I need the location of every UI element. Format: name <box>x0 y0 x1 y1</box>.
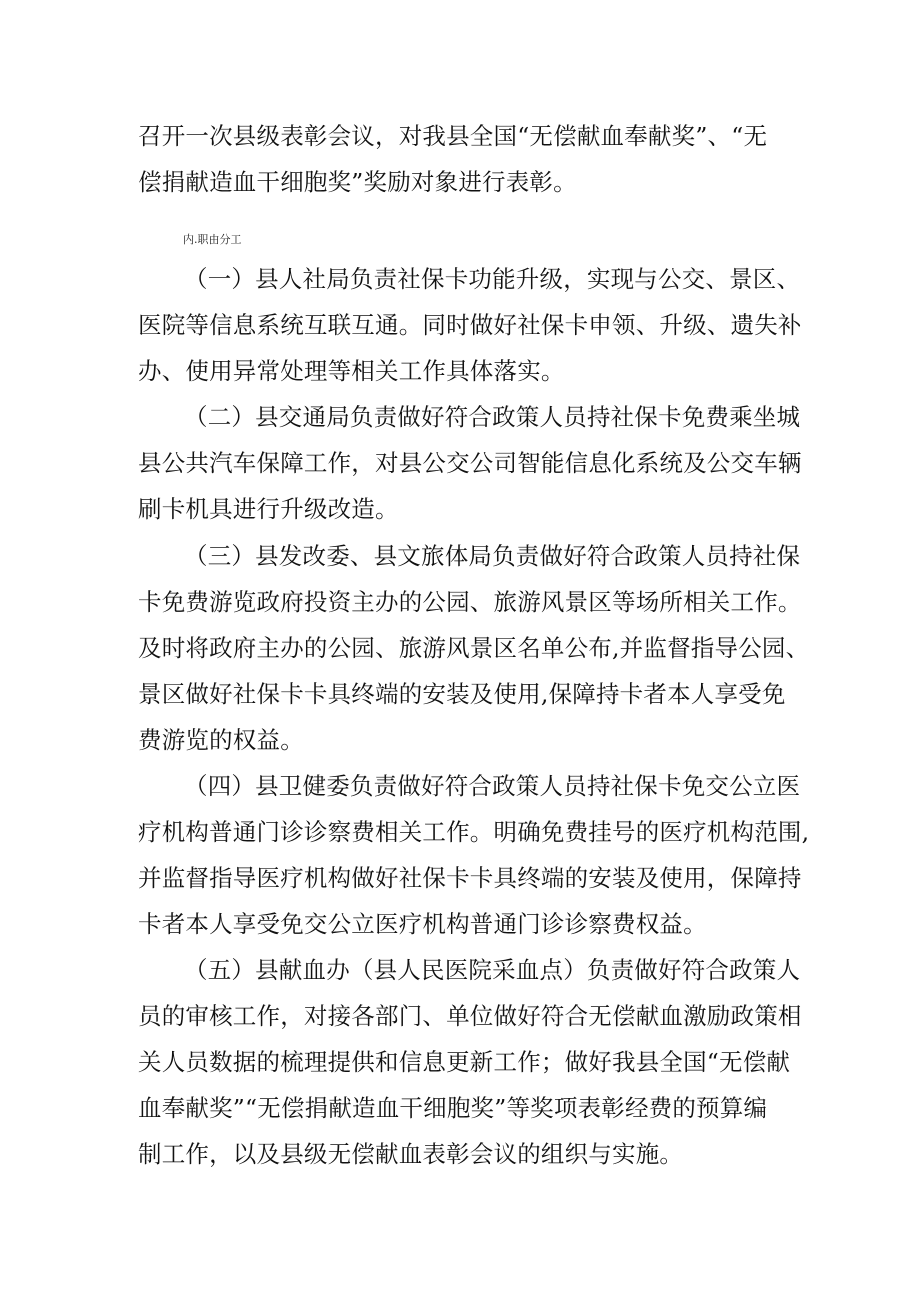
paragraph-2-line-3: 刷卡机具进行升级改造。 <box>138 495 399 523</box>
paragraph-3-line-1: （三）县发改委、县文旅体局负责做好符合政策人员持社保 <box>184 542 801 570</box>
paragraph-3-line-4: 景区做好社保卡卡具终端的安装及使用,保障持卡者本人享受免 <box>138 680 786 708</box>
paragraph-3-line-5: 费游览的权益。 <box>138 726 304 754</box>
paragraph-5-line-3: 关人员数据的梳理提供和信息更新工作；做好我县全国“无偿献 <box>138 1048 791 1076</box>
paragraph-1-line-1: （一）县人社局负责社保卡功能升级，实现与公交、景区、 <box>184 265 801 293</box>
paragraph-4-line-3: 并监督指导医疗机构做好社保卡卡具终端的安装及使用，保障持 <box>138 864 802 892</box>
paragraph-5-line-4: 血奉献奖”“无偿捐献造血干细胞奖”等奖项表彰经费的预算编 <box>138 1094 768 1122</box>
paragraph-4-line-4: 卡者本人享受免交公立医疗机构普通门诊诊察费权益。 <box>138 910 707 938</box>
paragraph-1-line-3: 办、使用异常处理等相关工作具体落实。 <box>138 357 565 385</box>
paragraph-3-line-2: 卡免费游览政府投资主办的公园、旅游风景区等场所相关工作。 <box>138 588 802 616</box>
paragraph-2-line-2: 县公共汽车保障工作，对县公交公司智能信息化系统及公交车辆 <box>138 449 802 477</box>
section-heading: 内.职由分工 <box>183 233 242 246</box>
paragraph-5-line-5: 制工作，以及县级无偿献血表彰会议的组织与实施。 <box>138 1140 684 1168</box>
intro-line-2: 偿捐献造血干细胞奖”奖励对象进行表彰。 <box>138 168 577 196</box>
intro-line-1: 召开一次县级表彰会议，对我县全国“无偿献血奉献奖”、“无 <box>138 122 768 150</box>
paragraph-4-line-1: （四）县卫健委负责做好符合政策人员持社保卡免交公立医 <box>184 772 801 800</box>
paragraph-5-line-2: 员的审核工作，对接各部门、单位做好符合无偿献血激励政策相 <box>138 1002 802 1030</box>
paragraph-4-line-2: 疗机构普通门诊诊察费相关工作。明确免费挂号的医疗机构范围, <box>138 818 810 846</box>
paragraph-2-line-1: （二）县交通局负责做好符合政策人员持社保卡免费乘坐城 <box>184 403 801 431</box>
paragraph-3-line-3: 及时将政府主办的公园、旅游风景区名单公布,并监督指导公园、 <box>138 634 810 662</box>
paragraph-1-line-2: 医院等信息系统互联互通。同时做好社保卡申领、升级、遗失补 <box>138 311 802 339</box>
paragraph-5-line-1: （五）县献血办（县人民医院采血点）负责做好符合政策人 <box>184 956 801 984</box>
